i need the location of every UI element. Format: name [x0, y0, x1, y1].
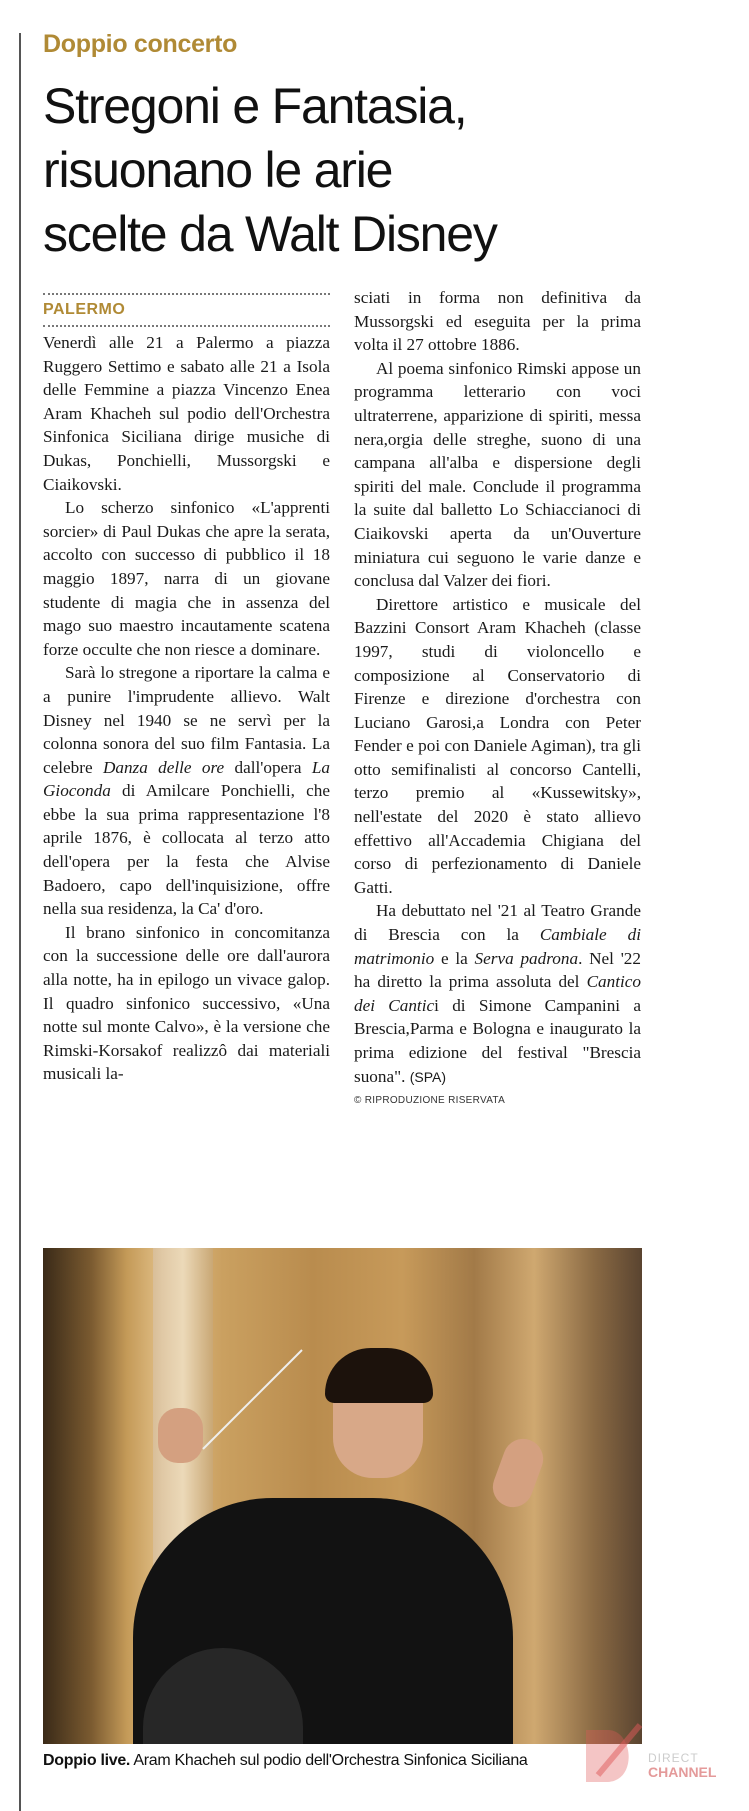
kicker: Doppio concerto — [43, 30, 238, 58]
column-body — [43, 331, 330, 1086]
article-paragraph — [43, 331, 330, 496]
paragraph-text: e la — [434, 948, 475, 968]
italic-title: La Gioconda — [43, 757, 331, 801]
article-paragraph — [354, 286, 641, 357]
paragraph-text: Direttore artistico e musicale del Bazzini Consort Aram Khacheh (classe 1997, studi di violoncello e composizione al Conservatorio di Firenze e direzione d'orchestra con Luciano Garosi,a Londra con Peter Fender e poi con Daniele Agiman), tra gli otto semifinalisti al concorso Cantelli, terzo premio al «Kussewitsky», nell'estate del 2020 è stato allievo effettivo all'Accademia Chigiana del corso di perfezionamento di Daniele Gatti. — [354, 594, 641, 897]
headline-line: risuonano le arie — [43, 142, 393, 198]
dateline: PALERMO — [43, 301, 126, 318]
photo-hand — [158, 1408, 203, 1463]
article-paragraph — [354, 593, 641, 900]
paragraph-text: Ha debuttato nel '21 al Teatro Grande di Brescia con la — [354, 901, 641, 945]
article-paragraph — [43, 921, 330, 1086]
photo-hand — [487, 1433, 549, 1512]
photo-hair — [325, 1348, 433, 1403]
photo-caption — [43, 1752, 528, 1770]
paragraph-text: Venerdì alle 21 a Palermo a piazza Ruggero Settimo e sabato alle 21 a Isola delle Femmine a piazza Vincenzo Enea Aram Khacheh sul podio dell'Orchestra Sinfonica Siciliana dirige musiche di Dukas, Ponchielli, Mussorgski e Ciaikovski. — [43, 333, 330, 494]
paragraph-text: Sarà lo stregone a riportare la calma e a punire l'imprudente allievo. Walt Disney nel 1940 se ne servì per la colonna sonora del suo film Fantasia. La celebre — [43, 663, 330, 777]
paragraph-text: Al poema sinfonico Rimski appose un programma letterario con voci ultraterrene, apparizione di spiriti, messa nera,orgia delle streghe, suono di una campana all'alba e dispersione degli spiriti del male. Conclude il programma la suite dal balletto Lo Schiaccianoci di Ciaikovski aperta da un'Ouverture miniatura cui seguono le varie danze e conclusa dal Valzer dei fiori. — [354, 358, 641, 591]
caption-text: Aram Khacheh sul podio dell'Orchestra Sinfonica Siciliana — [130, 1752, 528, 1769]
column-rule — [19, 33, 21, 1811]
headline-line: Stregoni e Fantasia, — [43, 78, 467, 134]
photo-baton — [202, 1349, 302, 1449]
italic-title: Cantico dei Cantic — [354, 972, 641, 1015]
italic-title: Serva padrona — [474, 948, 579, 968]
column-body — [354, 286, 641, 1089]
copyright-notice: © RIPRODUZIONE RISERVATA — [354, 1095, 506, 1107]
caption-lead: Doppio live. — [43, 1752, 131, 1769]
italic-title: Cambiale di matrimonio — [354, 925, 641, 968]
direct-channel-logo-icon — [578, 1720, 648, 1790]
italic-title: Danza delle ore — [102, 757, 225, 777]
article-paragraph — [354, 357, 641, 593]
watermark-line1: DIRECT — [648, 1751, 699, 1765]
paragraph-text: i di Simone Campanini a Brescia,Parma e Bologna e inaugurato la prima edizione del festival "Brescia suona". — [354, 995, 641, 1086]
headline — [43, 74, 683, 266]
headline-line: scelte da Walt Disney — [43, 206, 497, 262]
article-paragraph — [354, 899, 641, 1089]
divider — [43, 325, 330, 327]
paragraph-text: Il brano sinfonico in concomitanza con la successione delle ore dall'aurora alla notte, ha in epilogo un vivace galop. Il quadro sinfonico successivo, «Una notte sul monte Calvo», è la versione che Rimski-Korsakof realizzô dai materiali musicali la- — [43, 922, 330, 1084]
paragraph-text: . Nel '22 ha diretto la prima assoluta del — [354, 948, 641, 992]
divider — [43, 293, 330, 295]
paragraph-text: sciati in forma non definitiva da Mussorgski ed eseguita per la prima volta il 27 ottobre 1886. — [354, 288, 641, 355]
watermark-line2: CHANNEL — [648, 1764, 717, 1780]
conductor-photo — [43, 1248, 642, 1744]
paragraph-text: di Amilcare Ponchielli, che ebbe la sua prima rappresentazione l'8 aprile 1876, è collocata al terzo atto dell'opera per la festa che Alvise Badoero, capo dell'inquisizione, offre nella sua residenza, la Ca' d'oro. — [43, 781, 330, 919]
paragraph-text: Lo scherzo sinfonico «L'apprenti sorcier» di Paul Dukas che apre la serata, accolto con successo di pubblico il 18 maggio 1897, narra di un giovane studente di magia che in assenza del mago suo maestro incautamente scatena forze occulte che non riesce a dominare. — [43, 498, 330, 659]
watermark — [648, 1751, 716, 1779]
article-column-1 — [43, 293, 330, 1086]
author-signature: (SPA) — [409, 1068, 447, 1085]
article-paragraph — [43, 661, 330, 921]
article-paragraph — [43, 496, 330, 661]
article-column-2 — [354, 286, 641, 1113]
paragraph-text: dall'opera — [224, 757, 312, 777]
